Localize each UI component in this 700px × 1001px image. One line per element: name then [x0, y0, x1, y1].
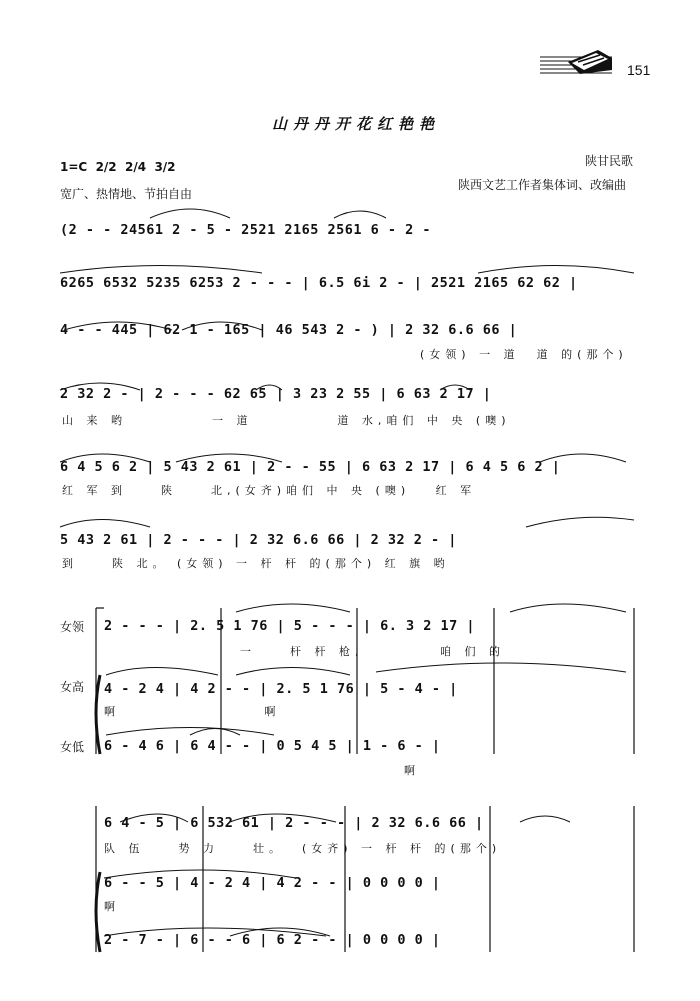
system2-lyrics-lead: 队 伍 势 力 壮。 (女齐) 一 杆 杆 的(那个) — [104, 842, 502, 855]
tempo-marking: 宽广、热情地、节拍自由 — [60, 187, 193, 201]
notation-line-3: 4 - - 445 | 62 1 - 165 | 46 543 2 - ) | 2 32 6.6 66 | — [60, 322, 518, 338]
song-title: 山丹丹开花红艳艳 — [272, 115, 441, 133]
notation-line-6: 5 43 2 61 | 2 - - - | 2 32 6.6 66 | 2 32 2 - | — [60, 532, 457, 548]
part-lyrics-lead: 一 杆 杆 枪, 咱 们 的 — [240, 645, 505, 658]
part-lyrics-alto: 啊 — [404, 764, 420, 777]
page-number: 151 — [627, 62, 651, 78]
part-notes-soprano: 4 - 2 4 | 4 2 - - | 2. 5 1 76 | 5 - 4 - | — [104, 681, 458, 697]
part-lyrics-soprano: 啊 啊 — [104, 705, 281, 718]
key-meter: 1=C 2/2 2/4 3/2 — [60, 160, 176, 174]
lyric-line-4: 山 来 哟 一 道 道 水,咱们 中 央 (噢) — [62, 414, 511, 427]
notation-line-4: 2 32 2 - | 2 - - - 62 65 | 3 23 2 55 | 6 63 2 17 | — [60, 386, 492, 402]
part-label-lead: 女领 — [60, 620, 85, 634]
song-origin: 陕甘民歌 — [585, 154, 634, 168]
system2-notes-alto: 2 - 7 - | 6 - - 6 | 6 2 - - | 0 0 0 0 | — [104, 932, 441, 948]
piano-icon — [568, 50, 612, 74]
choir-barlines — [203, 608, 634, 952]
part-label-alto: 女低 — [60, 740, 85, 754]
part-notes-alto: 6 - 4 6 | 6 4 - - | 0 5 4 5 | 1 - 6 - | — [104, 738, 441, 754]
system2-notes-soprano: 6 - - 5 | 4 - 2 4 | 4 2 - - | 0 0 0 0 | — [104, 875, 441, 891]
system-bracket-2 — [96, 806, 100, 952]
system-bracket-1 — [96, 608, 104, 754]
notation-line-1: (2 - - 24561 2 - 5 - 2521 2165 2561 6 - 2 - — [60, 222, 431, 238]
notation-line-2: 6265 6532 5235 6253 2 - - - | 6.5 6i 2 - | 2521 2165 62 62 | — [60, 275, 578, 291]
lyric-line-5: 红 军 到 陕 北,(女齐)咱们 中 央 (噢) 红 军 — [62, 484, 477, 497]
part-label-soprano: 女高 — [60, 680, 85, 694]
system2-lyrics-soprano: 啊 — [104, 900, 120, 913]
notation-line-5: 6 4 5 6 2 | 5 43 2 61 | 2 - - 55 | 6 63 2 17 | 6 4 5 6 2 | — [60, 459, 561, 475]
song-credit: 陕西文艺工作者集体词、改编曲 — [458, 178, 627, 192]
lyric-line-3: (女领) 一 道 道 的(那个) — [420, 348, 628, 361]
lyric-line-6: 到 陕 北。 (女领) 一 杆 杆 的(那个) 红 旗 哟 — [62, 557, 450, 570]
system2-notes-lead: 6 4 - 5 | 6 532 61 | 2 - - - | 2 32 6.6 66 | — [104, 815, 484, 831]
part-notes-lead: 2 - - - | 2. 5 1 76 | 5 - - - | 6. 3 2 17 | — [104, 618, 475, 634]
